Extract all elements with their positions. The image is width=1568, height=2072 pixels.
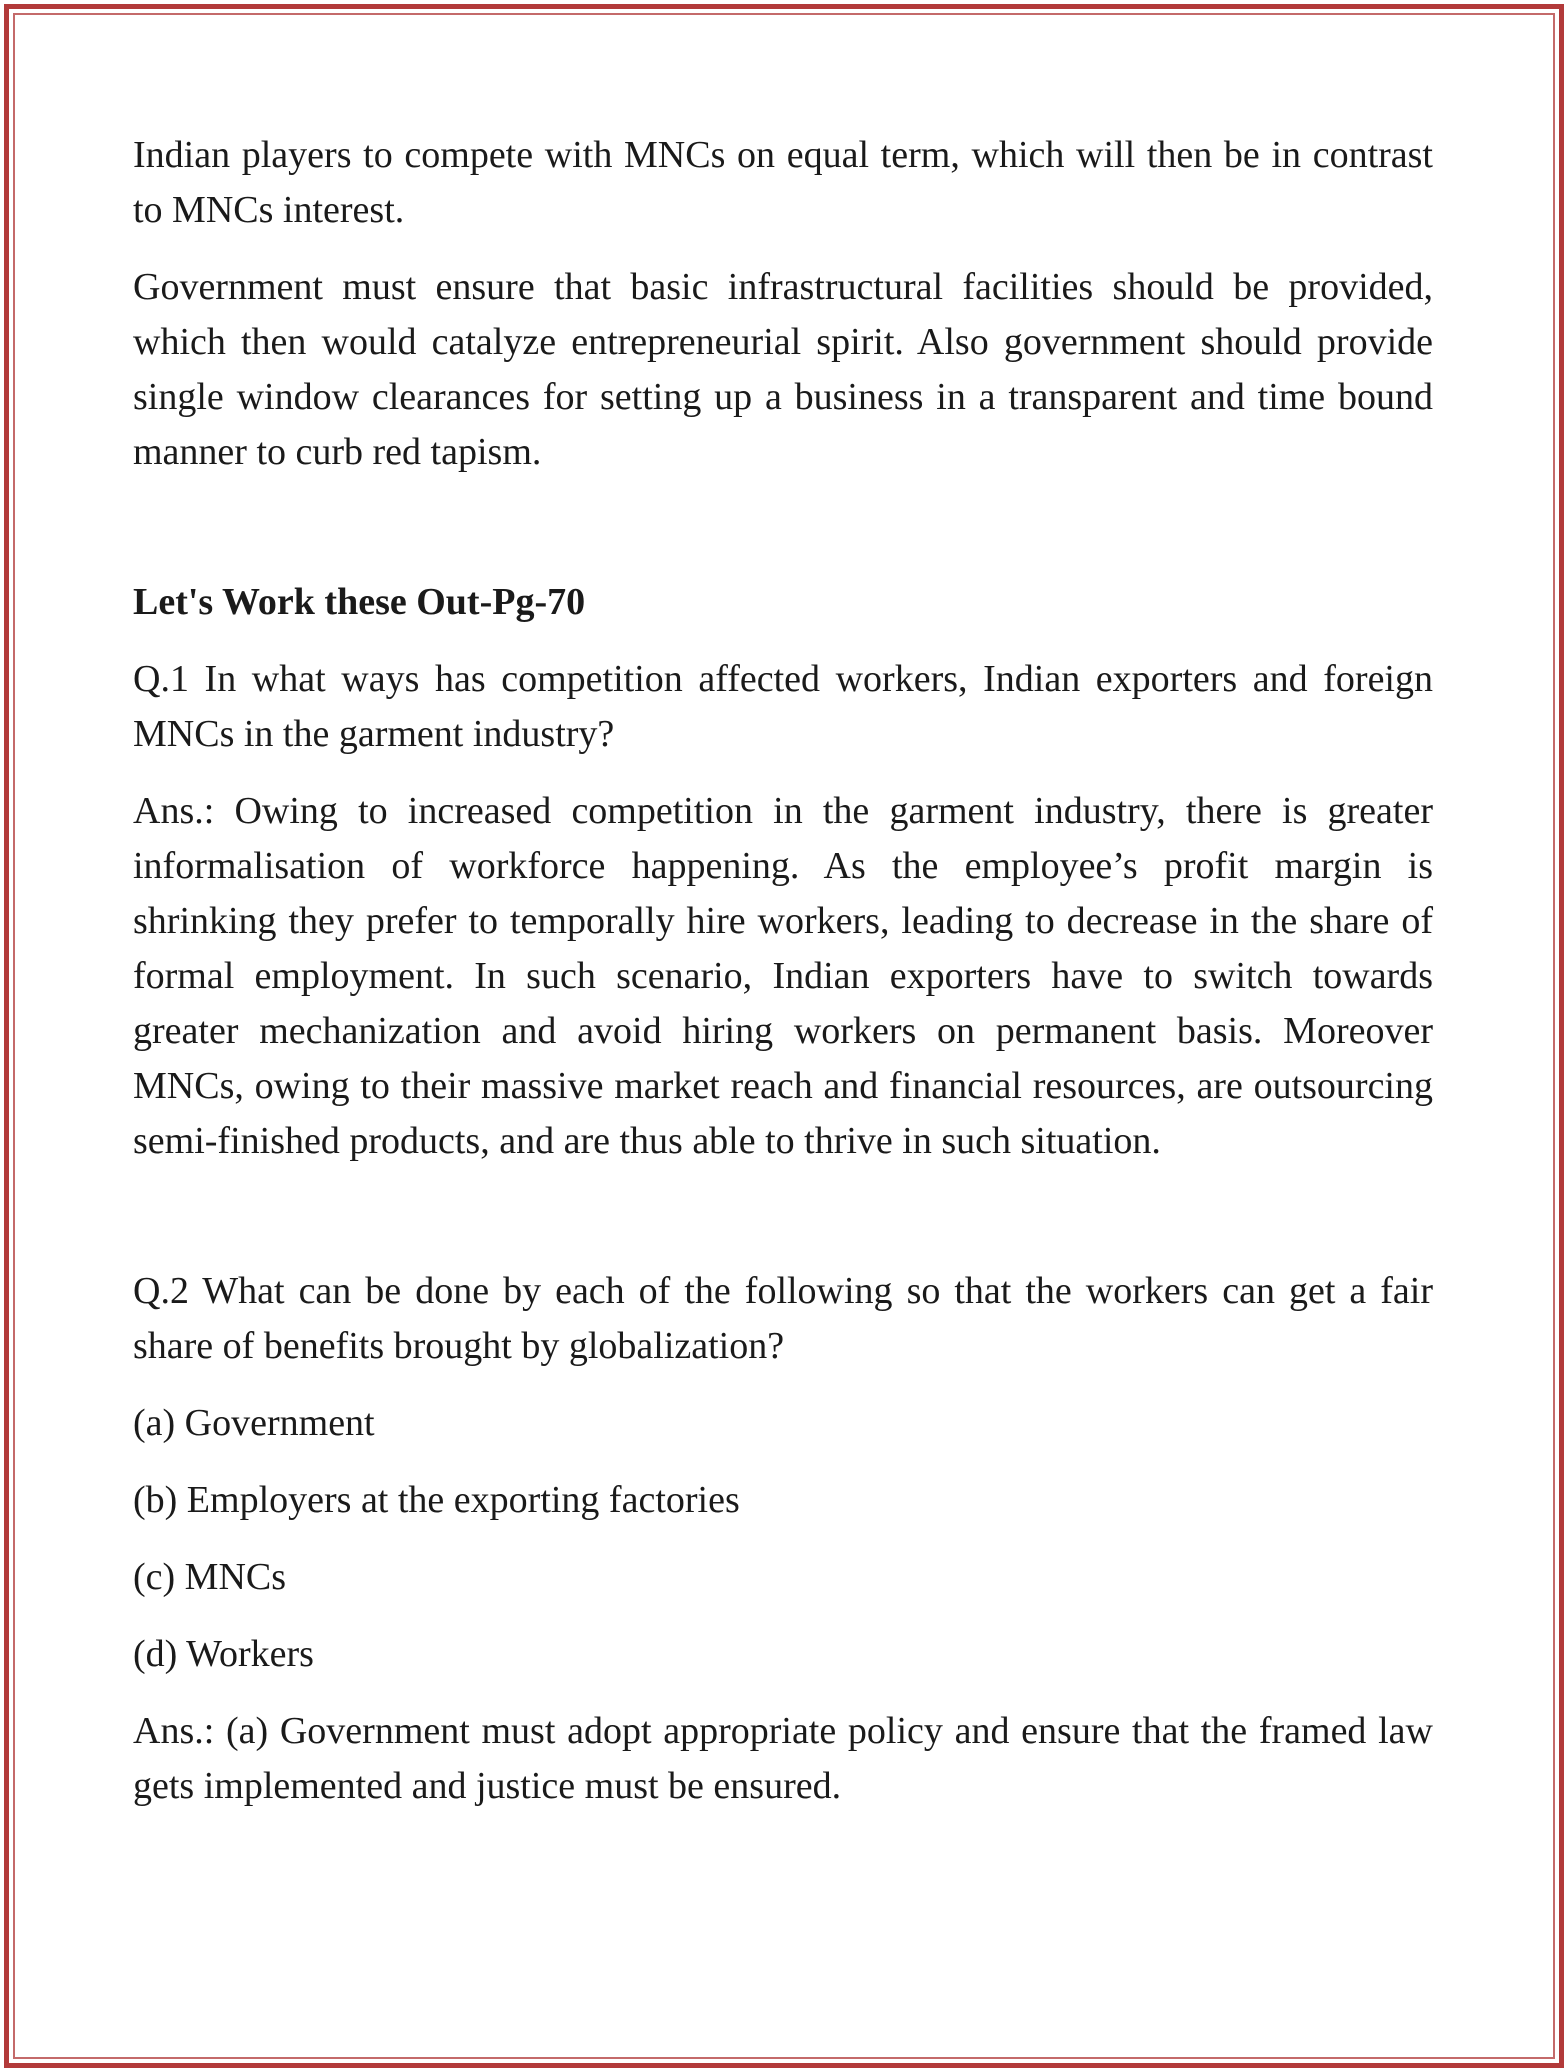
- section-heading: Let's Work these Out-Pg-70: [133, 581, 586, 623]
- question-2: Q.2 What can be done by each of the following so that the workers can get a fair share of benefits brought by globalization?: [133, 1270, 1433, 1367]
- option-a: (a) Government: [133, 1402, 375, 1444]
- paragraph-government-infrastructure: Government must ensure that basic infrastructural facilities should be provided, which then would catalyze entrepreneurial spirit. Also government should provide single window clearances for setting up a business in a transparent and time bound manner to curb red tapism.: [133, 266, 1433, 473]
- question-1: Q.1 In what ways has competition affected workers, Indian exporters and foreign MNCs in the garment industry?: [133, 658, 1433, 755]
- answer-1: Ans.: Owing to increased competition in the garment industry, there is greater informalisation of workforce happening. As the employee’s profit margin is shrinking they prefer to temporally hire workers, leading to decrease in the share of formal employment. In such scenario, Indian exporters have to switch towards greater mechanization and avoid hiring workers on permanent basis. Moreover MNCs, owing to their massive market reach and financial resources, are outsourcing semi-finished products, and are thus able to thrive in such situation.: [133, 790, 1433, 1162]
- document-page: [133, 128, 1433, 1814]
- answer-2: Ans.: (a) Government must adopt appropriate policy and ensure that the framed law gets implemented and justice must be ensured.: [133, 1710, 1433, 1807]
- option-c: (c) MNCs: [133, 1556, 287, 1598]
- paragraph-indian-players: Indian players to compete with MNCs on equal term, which will then be in contrast to MNCs interest.: [133, 134, 1433, 231]
- option-b: (b) Employers at the exporting factories: [133, 1479, 740, 1521]
- option-d: (d) Workers: [133, 1633, 314, 1675]
